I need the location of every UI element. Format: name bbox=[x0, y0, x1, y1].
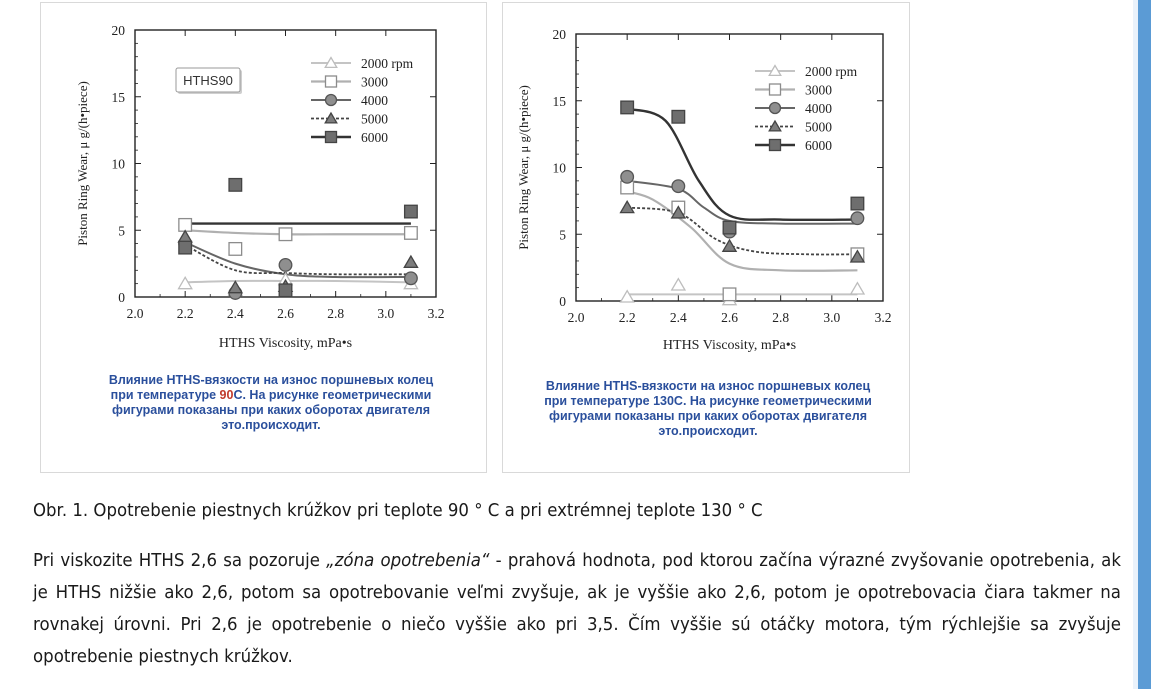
chart-caption-130c bbox=[513, 379, 903, 439]
x-tick-label: 2.8 bbox=[772, 310, 790, 325]
caption-line: это.происходит. bbox=[658, 424, 758, 438]
legend-label: 5000 bbox=[805, 119, 832, 135]
y-tick-label: 20 bbox=[552, 27, 566, 42]
x-tick-label: 2.0 bbox=[567, 310, 585, 325]
x-tick-label: 3.0 bbox=[823, 310, 841, 325]
x-tick-label: 3.2 bbox=[427, 306, 445, 321]
caption-line: Влияние HTHS-вязкости на износ поршневых колец bbox=[108, 373, 434, 387]
legend-label: 2000 rpm bbox=[805, 64, 858, 79]
paragraph-text: - prahová hodnota, pod ktorou začína výrazné zvyšovanie opotrebenia, ak je HTHS nižšie ako 2,6, potom sa opotrebovanie veľmi zvyšuje, ak je vyššie ako 2,6, potom je opotrebovacia čiara takmer na rovnakej úrovni. Pri 2,6 je opotrebenie o niečo vyššie ako pri 3,5. Čím vyššie sú otáčky motora, tým rýchlejšie sa zvyšuje opotrebenie piestnych krúžkov. bbox=[33, 550, 1121, 667]
legend-label: 6000 bbox=[361, 130, 388, 145]
legend-marker bbox=[770, 140, 781, 151]
legend-label: 5000 bbox=[361, 111, 388, 127]
chart-caption-90c bbox=[71, 373, 471, 433]
x-tick-label: 3.0 bbox=[377, 306, 395, 321]
x-tick-label: 2.2 bbox=[176, 306, 194, 321]
y-tick-label: 20 bbox=[111, 23, 125, 38]
legend-marker bbox=[326, 95, 337, 106]
data-point bbox=[723, 221, 736, 234]
x-tick-label: 2.2 bbox=[618, 310, 636, 325]
legend-label: 4000 bbox=[361, 93, 388, 108]
x-tick-label: 2.4 bbox=[669, 310, 687, 325]
y-tick-label: 10 bbox=[111, 156, 125, 172]
y-axis-label: Piston Ring Wear, μ g/(h•piece) bbox=[516, 85, 531, 250]
x-tick-label: 2.4 bbox=[226, 306, 244, 321]
data-point bbox=[851, 212, 864, 225]
legend-marker bbox=[326, 132, 337, 143]
caption-text: при температуре bbox=[110, 388, 220, 402]
legend-marker bbox=[770, 84, 781, 95]
chart-panel-90c bbox=[40, 2, 487, 473]
data-point bbox=[229, 243, 242, 256]
legend-label: 4000 bbox=[805, 101, 832, 116]
data-point bbox=[851, 197, 864, 210]
x-axis-label: HTHS Viscosity, mPa•s bbox=[662, 338, 797, 353]
page-accent-bar bbox=[1138, 0, 1151, 689]
y-tick-label: 15 bbox=[552, 93, 566, 109]
figure-caption: Obr. 1. Opotrebenie piestnych krúžkov pri teplote 90 ° C a pri extrémnej teplote 130 ° C bbox=[33, 500, 763, 521]
data-point bbox=[279, 284, 292, 297]
data-point bbox=[179, 241, 192, 254]
y-axis-label: Piston Ring Wear, μ g/(h•piece) bbox=[75, 81, 90, 246]
data-point bbox=[723, 288, 736, 301]
data-point bbox=[405, 227, 418, 240]
x-tick-label: 2.6 bbox=[277, 306, 294, 321]
y-tick-label: 0 bbox=[118, 290, 125, 305]
legend-marker bbox=[326, 76, 337, 87]
caption-line: при температуре 130С. На рисунке геометрическими bbox=[544, 394, 872, 408]
legend-label: 3000 bbox=[361, 74, 388, 90]
y-tick-label: 10 bbox=[552, 160, 566, 176]
y-tick-label: 0 bbox=[559, 294, 566, 309]
data-point bbox=[279, 259, 292, 272]
data-point bbox=[672, 180, 685, 193]
y-tick-label: 5 bbox=[118, 223, 125, 239]
x-tick-label: 2.6 bbox=[721, 310, 738, 325]
chart-panel-130c bbox=[502, 2, 910, 473]
legend-label: 6000 bbox=[805, 138, 832, 153]
paragraph-text: Pri viskozite HTHS 2,6 sa pozoruje bbox=[33, 550, 327, 571]
caption-line bbox=[71, 388, 471, 403]
paragraph-emphasis: „zóna opotrebenia“ bbox=[326, 550, 490, 571]
legend-marker bbox=[770, 103, 781, 114]
caption-text: С. На рисунке геометрическими bbox=[233, 388, 432, 402]
caption-highlight: 90 bbox=[219, 388, 234, 402]
x-tick-label: 2.8 bbox=[327, 306, 345, 321]
data-point bbox=[405, 272, 418, 285]
x-axis-label: HTHS Viscosity, mPa•s bbox=[218, 336, 353, 351]
data-point bbox=[279, 228, 292, 241]
caption-line: это.происходит. bbox=[221, 418, 321, 432]
data-point bbox=[179, 219, 192, 232]
caption-line: фигурами показаны при каких оборотах двигателя bbox=[112, 403, 430, 417]
data-point bbox=[672, 110, 685, 123]
x-tick-label: 2.0 bbox=[126, 306, 144, 321]
legend-label: 2000 rpm bbox=[361, 56, 414, 71]
x-tick-label: 3.2 bbox=[874, 310, 892, 325]
data-point bbox=[621, 101, 634, 114]
data-point bbox=[229, 179, 242, 192]
legend-label: 3000 bbox=[805, 82, 832, 98]
y-tick-label: 5 bbox=[559, 227, 566, 243]
data-point bbox=[405, 205, 418, 218]
badge-label: HTHS90 bbox=[183, 73, 233, 88]
data-point bbox=[621, 171, 634, 184]
body-paragraph bbox=[33, 545, 1121, 673]
caption-line: фигурами показаны при каких оборотах двигателя bbox=[549, 409, 867, 423]
caption-line: Влияние HTHS-вязкости на износ поршневых колец bbox=[545, 379, 871, 393]
y-tick-label: 15 bbox=[111, 89, 125, 105]
